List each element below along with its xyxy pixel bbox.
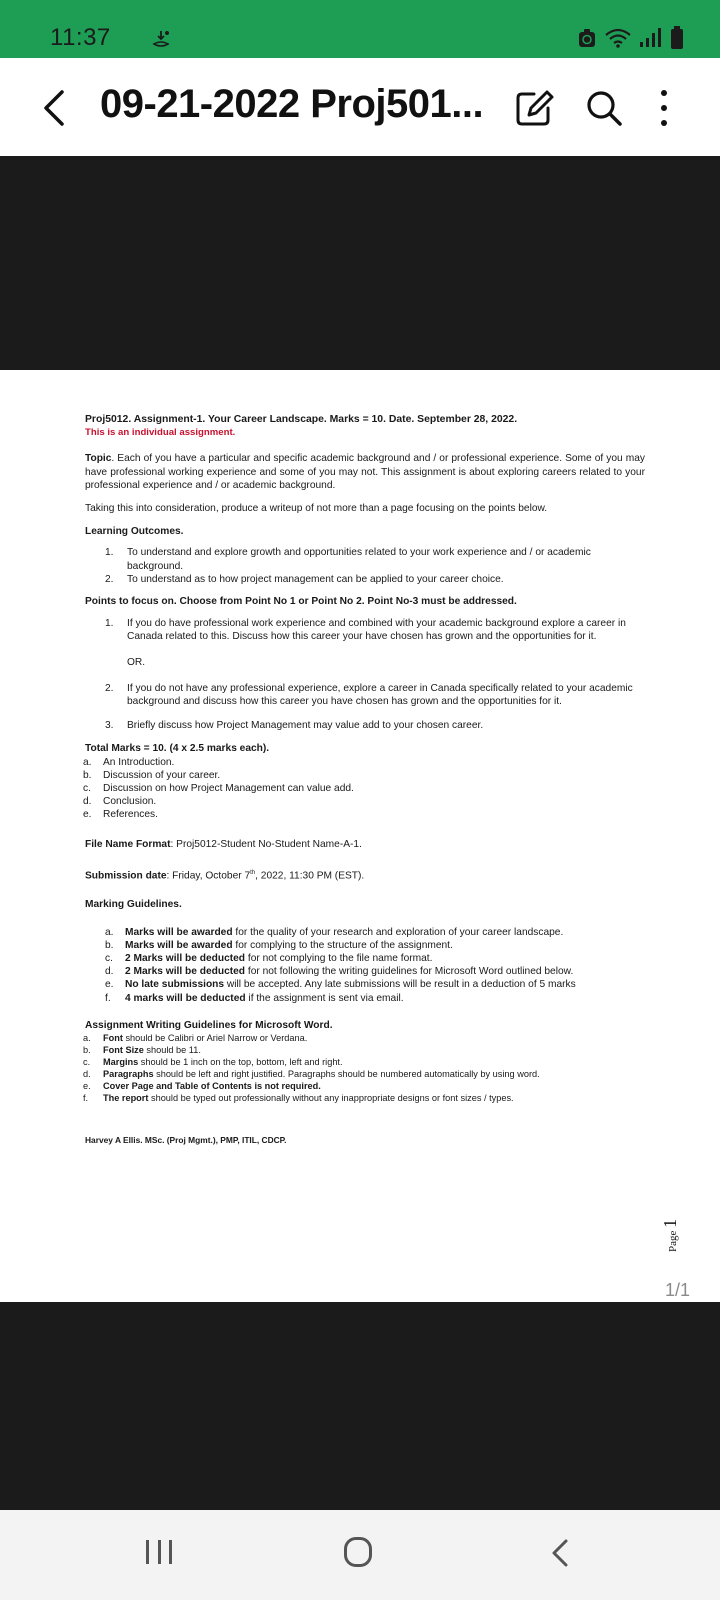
- list-item: 1. If you do have professional work experience and combined with your academic background explore a career in Canada related to this. Discuss how this career your have chosen has grown and the opportunities for it.: [105, 618, 626, 643]
- status-bar: [0, 0, 720, 58]
- list-item: a. Font should be Calibri or Ariel Narrow or Verdana.: [83, 1033, 308, 1044]
- total-marks-heading: Total Marks = 10. (4 x 2.5 marks each).: [85, 743, 270, 755]
- list-item: c. Margins should be 1 inch on the top, bottom, left and right.: [83, 1057, 343, 1068]
- notification-icon: [150, 28, 172, 50]
- learning-outcomes-list: [85, 546, 645, 586]
- home-icon[interactable]: [344, 1537, 372, 1567]
- learning-outcomes-heading: Learning Outcomes.: [85, 526, 184, 538]
- battery-saver-icon: [576, 27, 598, 49]
- or-text: OR.: [127, 656, 146, 668]
- edit-icon[interactable]: [514, 88, 556, 128]
- list-item: d. Conclusion.: [83, 796, 157, 808]
- list-item: c. 2 Marks will be deducted for not complying to the file name format.: [105, 953, 433, 965]
- total-marks-list: [85, 756, 645, 822]
- writing-guidelines-heading: Assignment Writing Guidelines for Microsoft Word.: [85, 1019, 333, 1031]
- list-item: 2. If you do not have any professional experience, explore a career in Canada specifically related to your academic background and discuss how this career you have chosen has grown and the opportunities for it.: [105, 682, 633, 708]
- list-item: c. Discussion on how Project Management can value add.: [83, 783, 354, 795]
- status-icons: [576, 24, 684, 52]
- file-name-format: File Name Format: Proj5012-Student No-Student Name-A-1.: [85, 838, 362, 850]
- viewer-background-top: [0, 156, 720, 370]
- list-item: 3. Briefly discuss how Project Management may value add to your chosen career.: [105, 720, 484, 732]
- wifi-icon: [604, 27, 632, 49]
- back-icon[interactable]: [38, 88, 72, 128]
- list-item: f. The report should be typed out professionally without any inappropriate designs or font sizes / types.: [83, 1093, 514, 1104]
- signal-icon: [638, 27, 664, 49]
- submission-date: Submission date: Friday, October 7th, 2022, 11:30 PM (EST).: [85, 869, 365, 882]
- page-number-label: Page 1: [660, 1218, 680, 1252]
- list-item: 1. To understand and explore growth and opportunities related to your work experience and / or academic background.: [105, 547, 591, 572]
- list-item: b. Discussion of your career.: [83, 769, 221, 781]
- topic-paragraph: Topic. Each of you have a particular and specific academic background and / or professional experience. Some of you may have professional working experience and some of you may not. This assignment is about exploring careers related to your professional experience and / or academic background.: [85, 453, 645, 491]
- assignment-header: Proj5012. Assignment-1. Your Career Landscape. Marks = 10. Date. September 28, 2022.: [85, 414, 518, 425]
- list-item: e. References.: [83, 809, 158, 821]
- list-item: d. Paragraphs should be left and right justified. Paragraphs should be numbered automatically by using word.: [83, 1069, 540, 1080]
- list-item: b. Font Size should be 11.: [83, 1045, 201, 1056]
- list-item: d. 2 Marks will be deducted for not following the writing guidelines for Microsoft Word outlined below.: [105, 966, 574, 978]
- author-signature: Harvey A Ellis. MSc. (Proj Mgmt.), PMP, ITIL, CDCP.: [85, 1135, 287, 1146]
- more-options-icon[interactable]: [656, 86, 672, 130]
- recent-apps-icon[interactable]: [146, 1540, 172, 1564]
- writing-guidelines-list: [85, 1032, 645, 1104]
- list-item: 2. To understand as to how project management can be applied to your career choice.: [105, 573, 504, 585]
- individual-note: This is an individual assignment.: [85, 427, 236, 439]
- marking-guidelines-list: [85, 926, 645, 1005]
- app-bar: [0, 58, 720, 156]
- status-time: 11:37: [50, 24, 111, 51]
- document-page: [0, 370, 720, 1302]
- list-item: f. 4 marks will be deducted if the assignment is sent via email.: [105, 992, 404, 1004]
- document-content: [85, 413, 645, 1146]
- list-item: b. Marks will be awarded for complying to the structure of the assignment.: [105, 939, 453, 951]
- viewer-background-bottom: [0, 1302, 720, 1510]
- list-item: a. An Introduction.: [83, 756, 175, 768]
- points-list: [85, 617, 645, 732]
- list-item: e. Cover Page and Table of Contents is not required.: [83, 1081, 321, 1092]
- list-item: a. Marks will be awarded for the quality of your research and exploration of your career landscape.: [105, 926, 564, 938]
- points-heading: Points to focus on. Choose from Point No 1 or Point No 2. Point No-3 must be addressed.: [85, 596, 517, 608]
- document-title: 09-21-2022 Proj501...: [100, 82, 484, 126]
- list-item: e. No late submissions will be accepted. Any late submissions will be result in a deduction of 5 marks: [105, 979, 576, 991]
- marking-guidelines-heading: Marking Guidelines.: [85, 899, 182, 911]
- instruction-paragraph: Taking this into consideration, produce a writeup of not more than a page focusing on the points below.: [85, 503, 548, 515]
- system-nav-bar: [0, 1510, 720, 1600]
- nav-back-icon[interactable]: [548, 1538, 572, 1568]
- battery-icon: [670, 26, 684, 50]
- page-indicator: 1/1: [664, 1280, 690, 1300]
- search-icon[interactable]: [584, 88, 624, 128]
